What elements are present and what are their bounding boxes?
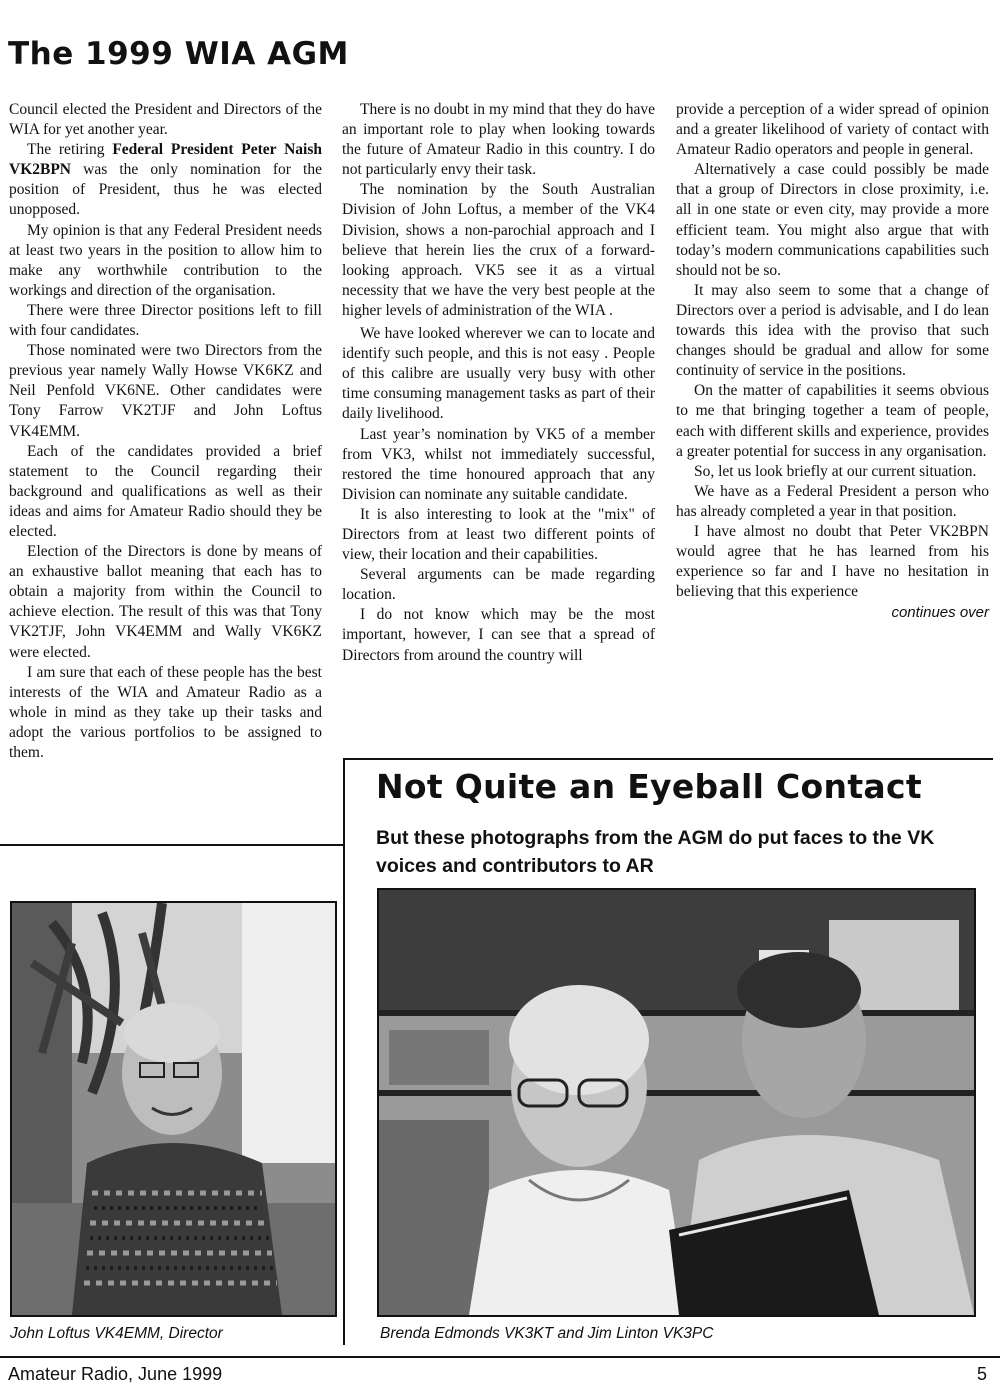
footer-publication: Amateur Radio, June 1999 bbox=[8, 1364, 223, 1384]
paragraph: So, let us look briefly at our current situation. bbox=[694, 462, 977, 480]
paragraph: I have almost no doubt that Peter VK2BPN would agree that he has learned from his experience so far and I have no hesitation in believing that this experience bbox=[676, 522, 989, 601]
bold-name: Federal President Peter Naish VK2BPN bbox=[9, 141, 322, 179]
article-title: The 1999 WIA AGM bbox=[8, 36, 349, 72]
photo-john-loftus bbox=[10, 901, 337, 1317]
photo1-box-top-rule bbox=[0, 844, 345, 846]
footer-rule bbox=[0, 1356, 1000, 1358]
article-column-1 bbox=[9, 100, 322, 763]
paragraph: It is also interesting to look at the "mix" of Directors from at least two different points of view, their location and their capabilities. bbox=[342, 505, 655, 564]
photo1-caption: John Loftus VK4EMM, Director bbox=[10, 1325, 223, 1342]
paragraph: It may also seem to some that a change of Directors over a period is advisable, and I do lean towards this idea with the proviso that such changes should be gradual and allow for some continuity of service in the positions. bbox=[676, 281, 989, 380]
paragraph: There were three Director positions left to fill with four candidates. bbox=[9, 301, 322, 340]
paragraph: Election of the Directors is done by means of an exhaustive ballot meaning that each has to obtain a majority from within the Council to achieve election. The result of this was that Tony VK2TJF, John VK4EMM and Wally VK6KZ were elected. bbox=[9, 543, 322, 661]
paragraph bbox=[9, 140, 322, 220]
footer-page-number: 5 bbox=[977, 1364, 988, 1384]
article-column-2 bbox=[342, 100, 655, 666]
paragraph: provide a perception of a wider spread of opinion and a greater likelihood of variety of contact with Amateur Radio operators and people in general. bbox=[676, 101, 989, 159]
paragraph: We have as a Federal President a person who has already completed a year in that position. bbox=[676, 482, 989, 520]
photo2-caption: Brenda Edmonds VK3KT and Jim Linton VK3PC bbox=[380, 1325, 714, 1342]
paragraph: Several arguments can be made regarding location. bbox=[342, 566, 655, 604]
feature-subhead: But these photographs from the AGM do put faces to the VK voices and contributors to AR bbox=[376, 827, 935, 877]
feature-headline: Not Quite an Eyeball Contact bbox=[376, 767, 922, 806]
paragraph: I do not know which may be the most important, however, I can see that a spread of Directors from around the country will bbox=[342, 606, 655, 664]
paragraph: Those nominated were two Directors from the previous year namely Wally Howse VK6KZ and Neil Penfold VK6NE. Other candidates were Tony Farrow VK2TJF and John Loftus VK4EMM. bbox=[9, 342, 322, 440]
feature-box-top-rule bbox=[343, 758, 993, 760]
photo-brenda-edmonds-jim-linton bbox=[377, 888, 976, 1317]
paragraph: The nomination by the South Australian Division of John Loftus, a member of the VK4 Division, shows a non-parochial approach and I believe that herein lies the crux of a forward-looking approach. VK5 see it as a virtual necessity that we have the very best people at the higher levels of administration of the WIA . bbox=[342, 181, 655, 319]
continues-over-note: continues over bbox=[891, 604, 989, 622]
paragraph: We have looked wherever we can to locate and identify such people, and this is not easy . People of this calibre are usually very busy with other time consuming management tasks as part of their daily livelihood. bbox=[342, 325, 655, 423]
paragraph: Each of the candidates provided a brief statement to the Council regarding their background and qualifications as well as their ideas and aims for Amateur Radio should they be elected. bbox=[9, 442, 322, 540]
paragraph: Alternatively a case could possibly be made that a group of Directors in close proximity, i.e. all in one state or even city, may provide a more efficient team. You might also argue that with today’s modern communications capabilities such should not be so. bbox=[676, 161, 989, 279]
paragraph: On the matter of capabilities it seems obvious to me that bringing together a team of people, each with different skills and experience, provides a greater potential for success in any organisation. bbox=[676, 382, 989, 460]
paragraph: Council elected the President and Directors of the WIA for yet another year. bbox=[9, 101, 322, 139]
article-column-3 bbox=[676, 100, 989, 623]
feature-box-left-rule bbox=[343, 758, 345, 1345]
paragraph: I am sure that each of these people has the best interests of the WIA and Amateur Radio as a whole in mind as they take up their tasks and adopt the various portfolios to be assigned to them. bbox=[9, 663, 322, 761]
paragraph: My opinion is that any Federal President needs at least two years in the position to allow him to make any worthwhile contribution to the workings and direction of the organisation. bbox=[9, 221, 322, 299]
paragraph: There is no doubt in my mind that they do have an important role to play when looking towards the future of Amateur Radio in this country. I do not particularly envy their task. bbox=[342, 101, 655, 179]
paragraph-text: The retiring bbox=[27, 141, 113, 159]
paragraph: Last year’s nomination by VK5 of a member from VK3, whilst not immediately successful, restored the time honoured approach that any Division can nominate any suitable candidate. bbox=[342, 425, 655, 503]
paragraph-text: was the only nomination for the position of President, thus he was elected unopposed. bbox=[9, 161, 322, 219]
